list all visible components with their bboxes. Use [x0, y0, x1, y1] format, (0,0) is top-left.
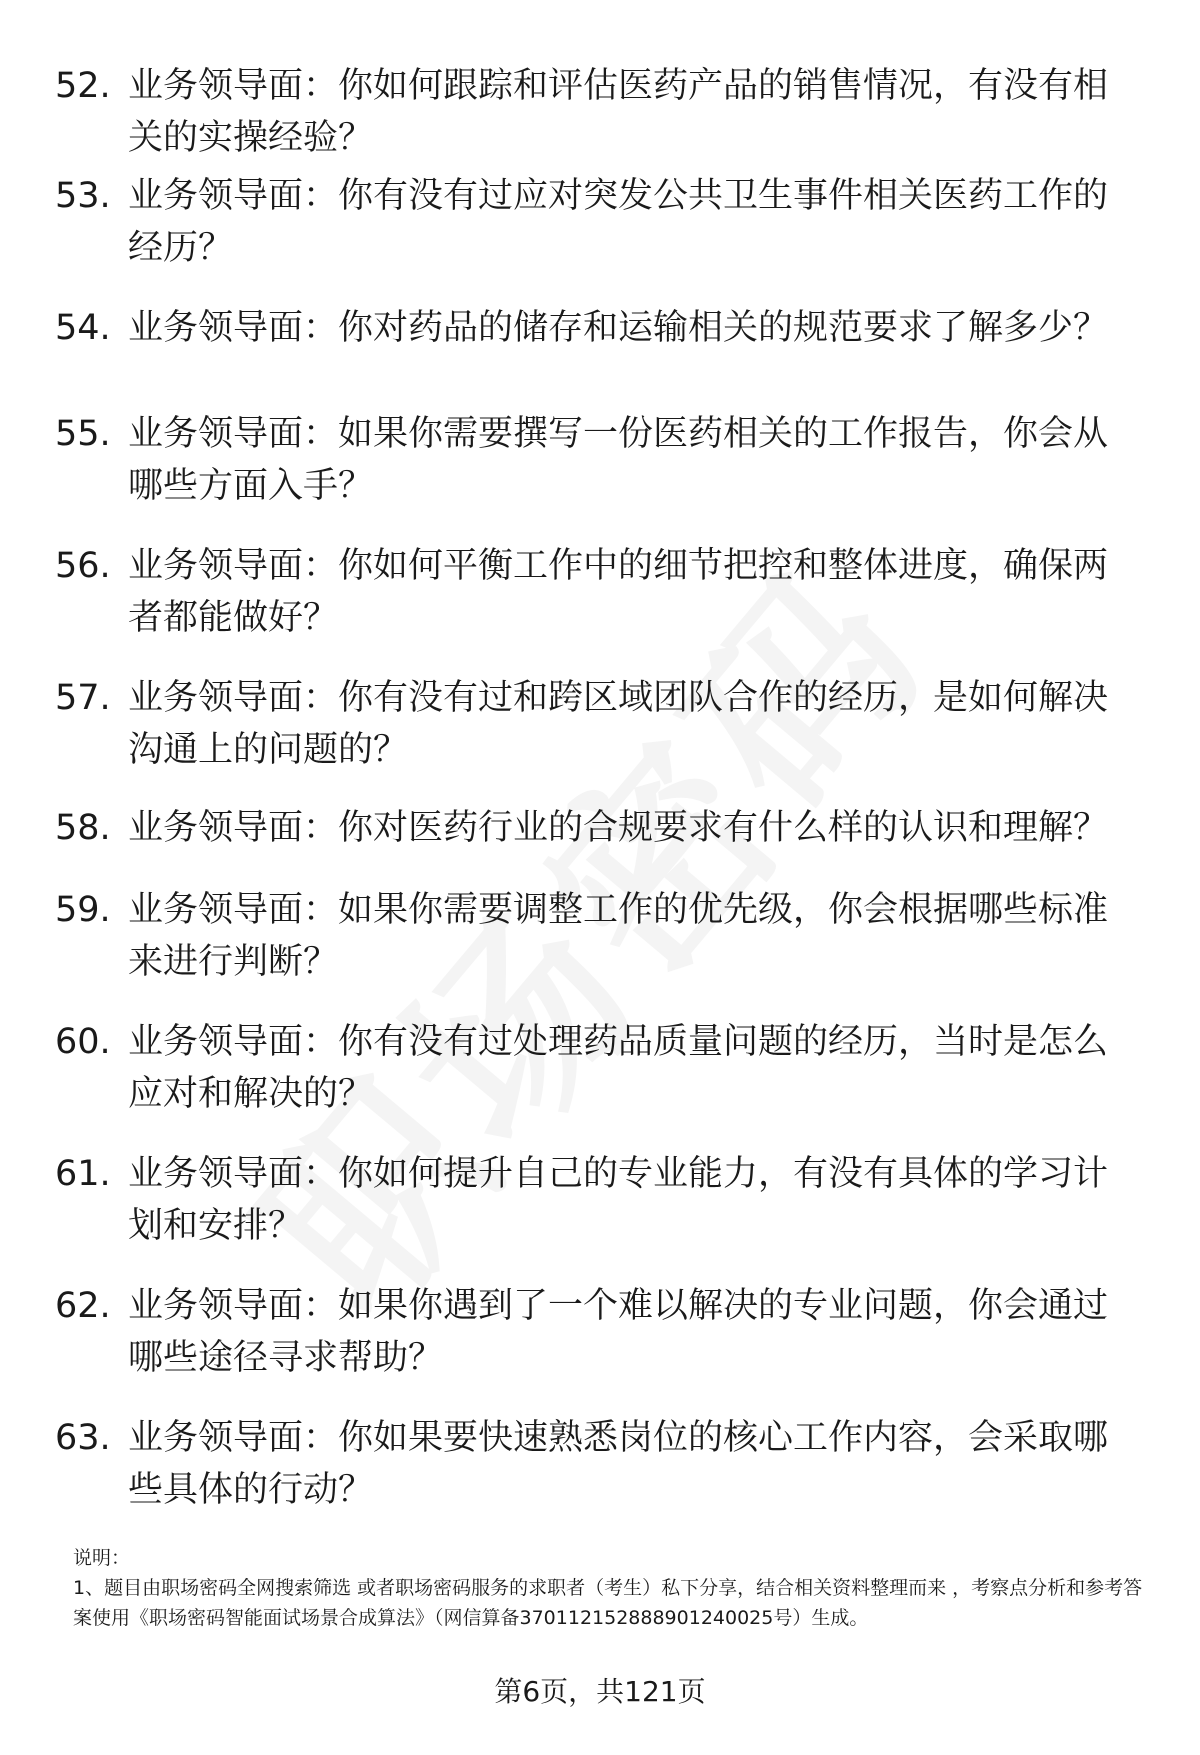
question-text: 业务领导面：你有没有过应对突发公共卫生事件相关医药工作的经历？	[128, 176, 1109, 268]
notes-title: 说明：	[73, 1547, 131, 1569]
question-number: 61.	[55, 1154, 111, 1194]
question-text: 业务领导面：你如何平衡工作中的细节把控和整体进度，确保两者都能做好？	[128, 546, 1109, 638]
question-number: 63.	[55, 1418, 111, 1458]
question-text: 业务领导面：如果你需要调整工作的优先级，你会根据哪些标准来进行判断？	[128, 890, 1109, 982]
question-number: 58.	[55, 808, 111, 848]
question-number: 55.	[55, 414, 111, 454]
page-number: 第6页，共121页	[494, 1675, 706, 1708]
question-number: 52.	[55, 66, 111, 106]
question-number: 59.	[55, 890, 111, 930]
question-text: 业务领导面：如果你遇到了一个难以解决的专业问题，你会通过哪些途径寻求帮助？	[128, 1286, 1109, 1378]
question-text: 业务领导面：你有没有过和跨区域团队合作的经历，是如何解决沟通上的问题的？	[128, 678, 1109, 770]
question-number: 54.	[55, 308, 111, 348]
notes-body: 1、题目由职场密码全网搜索筛选 或者职场密码服务的求职者（考生）私下分享，结合相关资料整理而来 ，考察点分析和参考答案使用《职场密码智能面试场景合成算法》（网信算备370112152888901240025号）生成。	[73, 1577, 1143, 1629]
question-number: 57.	[55, 678, 111, 718]
question-text: 业务领导面：你对药品的储存和运输相关的规范要求了解多少？	[128, 308, 1109, 348]
question-text: 业务领导面：你有没有过处理药品质量问题的经历，当时是怎么应对和解决的？	[128, 1022, 1109, 1114]
question-number: 56.	[55, 546, 111, 586]
question-number: 60.	[55, 1022, 111, 1062]
question-text: 业务领导面：你如何跟踪和评估医药产品的销售情况，有没有相关的实操经验？	[128, 66, 1109, 158]
question-number: 53.	[55, 176, 111, 216]
question-text: 业务领导面：你如果要快速熟悉岗位的核心工作内容，会采取哪些具体的行动？	[128, 1418, 1109, 1510]
notes-section	[73, 1543, 1153, 1633]
question-text: 业务领导面：你对医药行业的合规要求有什么样的认识和理解？	[128, 808, 1109, 848]
question-text: 业务领导面：你如何提升自己的专业能力，有没有具体的学习计划和安排？	[128, 1154, 1109, 1246]
question-number: 62.	[55, 1286, 111, 1326]
question-text: 业务领导面：如果你需要撰写一份医药相关的工作报告，你会从哪些方面入手？	[128, 414, 1109, 506]
